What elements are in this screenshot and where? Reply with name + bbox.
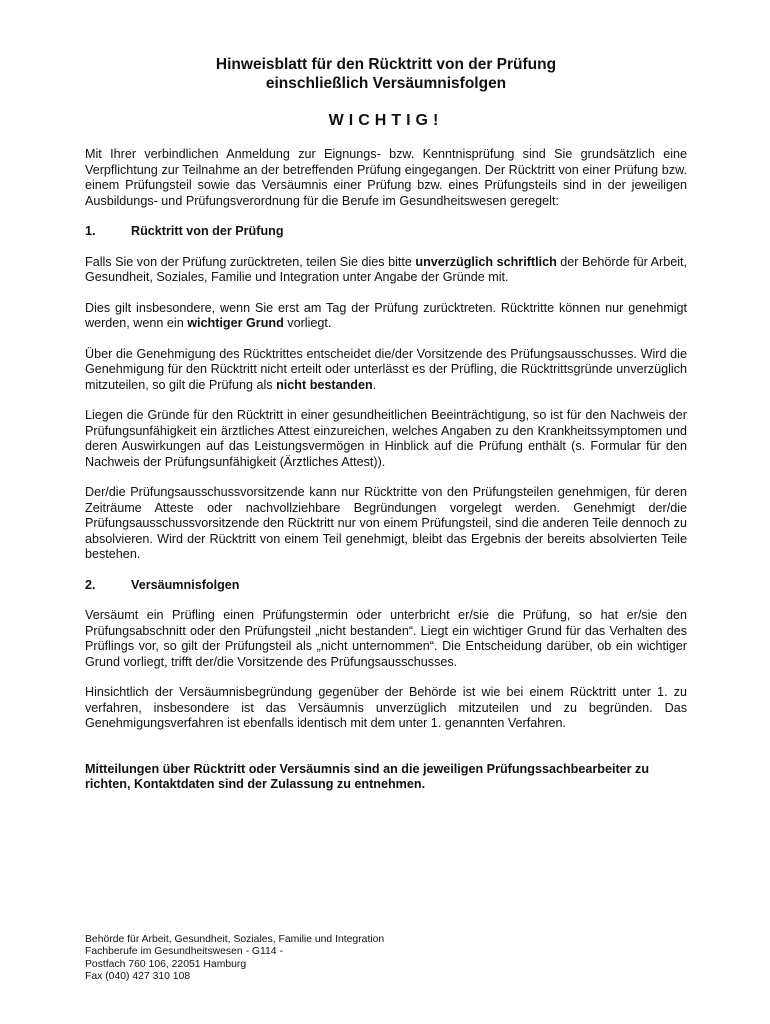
section-2-number: 2. [85,577,96,592]
section-1-paragraph-1 [85,255,687,286]
warning-heading: WICHTIG! [328,112,444,129]
footer-line-postbox: Postfach 760 106, 22051 Hamburg [85,958,247,970]
text-run: Dies gilt insbesondere, wenn Sie erst am Tag der Prüfung zurücktreten. Rücktritte können nur genehmigt werden, wenn ein [85,300,687,330]
section-1-paragraph-5: Der/die Prüfungsausschussvorsitzende kann nur Rücktritte von den Prüfungsteilen genehmigen, für deren Zeiträume Atteste oder nachvollziehbare Begründungen vorgelegt werden. Genehmigt der/die Prüfungsausschussvorsitzende den Rücktritt nur von einem Prüfungsteil, sind die anderen Teile dennoch zu absolvieren. Wird der Rücktritt von einem Teil genehmigt, bleibt das Ergebnis der bereits absolvierten Teile bestehen. [85,485,687,561]
text-run: . [372,377,377,392]
text-run: der Behörde für Arbeit, Gesundheit, Soziales, Familie und Integration unter Angabe der Gründe mit. [85,254,687,284]
intro-paragraph: Mit Ihrer verbindlichen Anmeldung zur Eignungs- bzw. Kenntnisprüfung sind Sie grundsätzlich eine Verpflichtung zur Teilnahme an der betreffenden Prüfung eingegangen. Der Rücktritt von einer Prüfung bzw. einem Prüfungsteil sowie das Versäumnis einer Prüfung bzw. eines Prüfungsteils sind in der jeweiligen Ausbildungs- und Prüfungsverordnung für die Berufe im Gesundheitswesen geregelt: [85,147,687,208]
section-2-heading [85,578,687,594]
footer-line-fax: Fax (040) 427 310 108 [85,971,191,983]
section-1-number: 1. [85,224,96,238]
emphasis-text: nicht bestanden [276,377,373,392]
footer-line-department: Fachberufe im Gesundheitswesen - G114 - [85,946,283,958]
title-line-1: Hinweisblatt für den Rücktritt von der Prüfung [215,56,557,73]
footer-address [85,934,384,984]
section-1-paragraph-4: Liegen die Gründe für den Rücktritt in einer gesundheitlichen Beeinträchtigung, so ist für den Nachweis der Prüfungsunfähigkeit ein ärztliches Attest einzureichen, welches Angaben zu den Krankheitssymptomen und deren Auswirkungen auf das Leistungsvermögen in Hinblick auf die Prüfung enthält (s. Formular für den Nachweis der Prüfungsunfähigkeit (Ärztliches Attest)). [85,408,687,469]
section-2-paragraph-2: Hinsichtlich der Versäumnisbegründung gegenüber der Behörde ist wie bei einem Rücktritt unter 1. zu verfahren, insbesondere ist das Versäumnis unverzüglich mitzuteilen und zu begründen. Das Genehmigungsverfahren ist ebenfalls identisch mit dem unter 1. genannten Verfahren. [85,685,687,730]
section-1-heading [85,224,687,240]
section-1-paragraph-3 [85,347,687,394]
section-1-title: Rücktritt von der Prüfung [131,224,284,238]
text-run: Über die Genehmigung des Rücktrittes entscheidet die/der Vorsitzende des Prüfungsausschusses. Wird die Genehmigung für den Rücktritt nicht erteilt oder unterlässt es der Prüfling, die Rücktrittsgründe unverzüglich mitzuteilen, so gilt die Prüfung als [85,346,687,392]
title-line-2: einschließlich Versäumnisfolgen [265,75,507,92]
section-2-paragraph-1: Versäumt ein Prüfling einen Prüfungstermin oder unterbricht er/sie die Prüfung, so hat er/sie den Prüfungsabschnitt oder den Prüfungsteil „nicht bestanden“. Liegt ein wichtiger Grund für das Verhalten des Prüflings vor, so gilt der Prüfungsteil als „nicht unternommen“. Die Entscheidung darüber, ob ein wichtiger Grund vorliegt, trifft der/die Vorsitzende des Prüfungsausschusses. [85,608,687,669]
text-run: vorliegt. [283,316,332,330]
section-2-title: Versäumnisfolgen [131,577,240,592]
emphasis-text: wichtiger Grund [187,316,284,330]
document-title [85,55,687,93]
document-page [85,55,687,793]
section-1-paragraph-2 [85,301,687,332]
footer-line-authority: Behörde für Arbeit, Gesundheit, Soziales, Familie und Integration [85,934,385,945]
emphasis-text: unverzüglich schriftlich [415,254,557,269]
text-run: Falls Sie von der Prüfung zurücktreten, teilen Sie dies bitte [85,254,416,269]
contact-notice: Mitteilungen über Rücktritt oder Versäumnis sind an die jeweiligen Prüfungssachbearbeiter zu richten, Kontaktdaten sind der Zulassung zu entnehmen. [85,761,650,791]
